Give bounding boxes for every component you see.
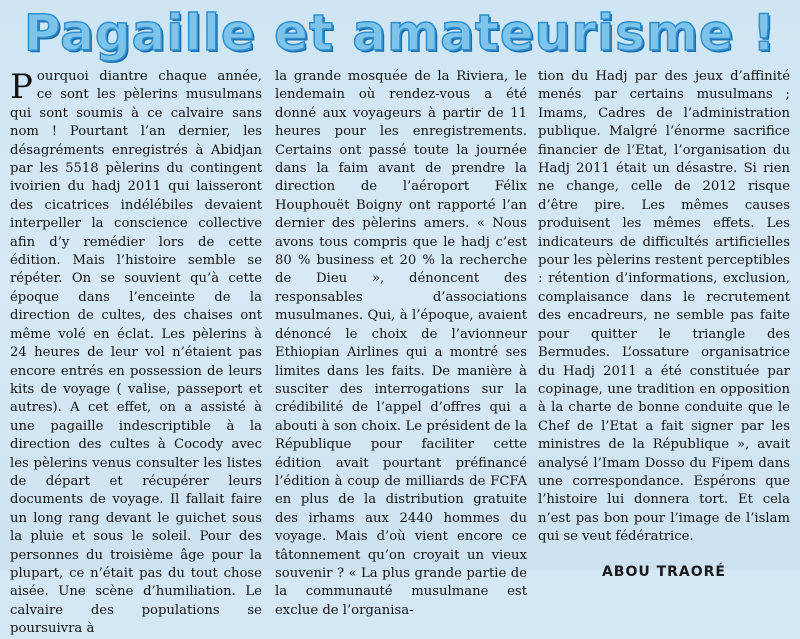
column-1-body: ourquoi diantre chaque année, ce sont les pèlerins musulmans qui sont soumis à ce calvaire sans nom ! Pourtant l’an dernier, les désagréments enregistrés à Abidjan par les 5518 pèlerins du contingent ivoirien du hadj 2011 qui laisseront des cicatrices indélébiles devaient interpeller la conscience collective afin d’y remédier lors de cette édition. Mais l’histoire semble se répéter. On se souvient qu’à cette époque dans l’enceinte de la direction de cultes, des chaises ont même volé en éclat. Les pèlerins à 24 heures de leur vol n’étaient pas encore entrés en possession de leurs kits de voyage ( valise, passeport et autres). A cet effet, on a assisté à une pagaille indescriptible à la direction des cultes à Cocody avec les pèlerins venus consulter les listes de départ et récupérer leurs documents de voyage. Il fallait faire un long rang devant le guichet sous la pluie et sous le soleil. Pour des personnes du troisième âge pour la plupart, ce n’était pas du tout chose aisée. Une scène d’humiliation. Le calvaire des populations se poursuivra à [10, 69, 262, 637]
column-1-text [10, 68, 262, 639]
column-2-text: la grande mosquée de la Riviera, le lendemain où rendez-vous a été donné aux voyageurs à partir de 11 heures pour les enregistrements. Certains ont passé toute la journée dans la faim avant de prendre la direction de l’aéroport Félix Houphouët Boigny ont rapporté l’an dernier des pèlerins amers. « Nous avons tous compris que le hadj c’est 80 % business et 20 % la recherche de Dieu », dénoncent des responsables d’associations musulmanes. Qui, à l’époque, avaient dénoncé le choix de l’avionneur Ethiopian Airlines qui a montré ses limites dans les faits. De manière à susciter des interrogations sur la crédibilité de l’appel d’offres qui a abouti à son choix. Le président de la République pour faciliter cette édition avait pourtant préfinancé l’édition à coup de milliards de FCFA en plus de la distribution gratuite des irhams aux 2440 hommes du voyage. Mais d’où vient encore ce tâtonnement qu’on croyait un vieux souvenir ? « La plus grande partie de la communauté musulmane est exclue de l’organisa- [275, 69, 527, 618]
article-column-3 [538, 68, 790, 580]
column-3-text: tion du Hadj par des jeux d’affinité menés par certains musulmans ; Imams, Cadres de l’administration publique. Malgré l’énorme sacrifice financier de l’Etat, l’organisation du Hadj 2011 était un désastre. Si rien ne change, celle de 2012 risque d’être pire. Les mêmes causes produisent les mêmes effets. Les indicateurs de difficultés artificielles pour les pèlerins restent perceptibles : rétention d’informations, exclusion, complaisance dans le recrutement des encadreurs, ne semble pas faite pour quitter le triangle des Bermudes. L’ossature organisatrice du Hadj 2011 a été constituée par copinage, une tradition en opposition à la charte de bonne conduite que le Chef de l’Etat a fait signer par les ministres de la République », avait analysé l’Imam Dosso du Fipem dans une correspondance. Espérons que l’histoire lui donnera tort. Et cela n’est pas bon pour l’image de l’islam qui se veut fédératrice. [538, 69, 790, 545]
article-column-2 [275, 68, 527, 618]
article-column-1 [10, 67, 262, 637]
article-headline: Pagaille et amateurisme ! [23, 4, 777, 62]
author-signature: ABOU TRAORÉ [601, 563, 726, 580]
drop-cap: P [10, 67, 33, 107]
